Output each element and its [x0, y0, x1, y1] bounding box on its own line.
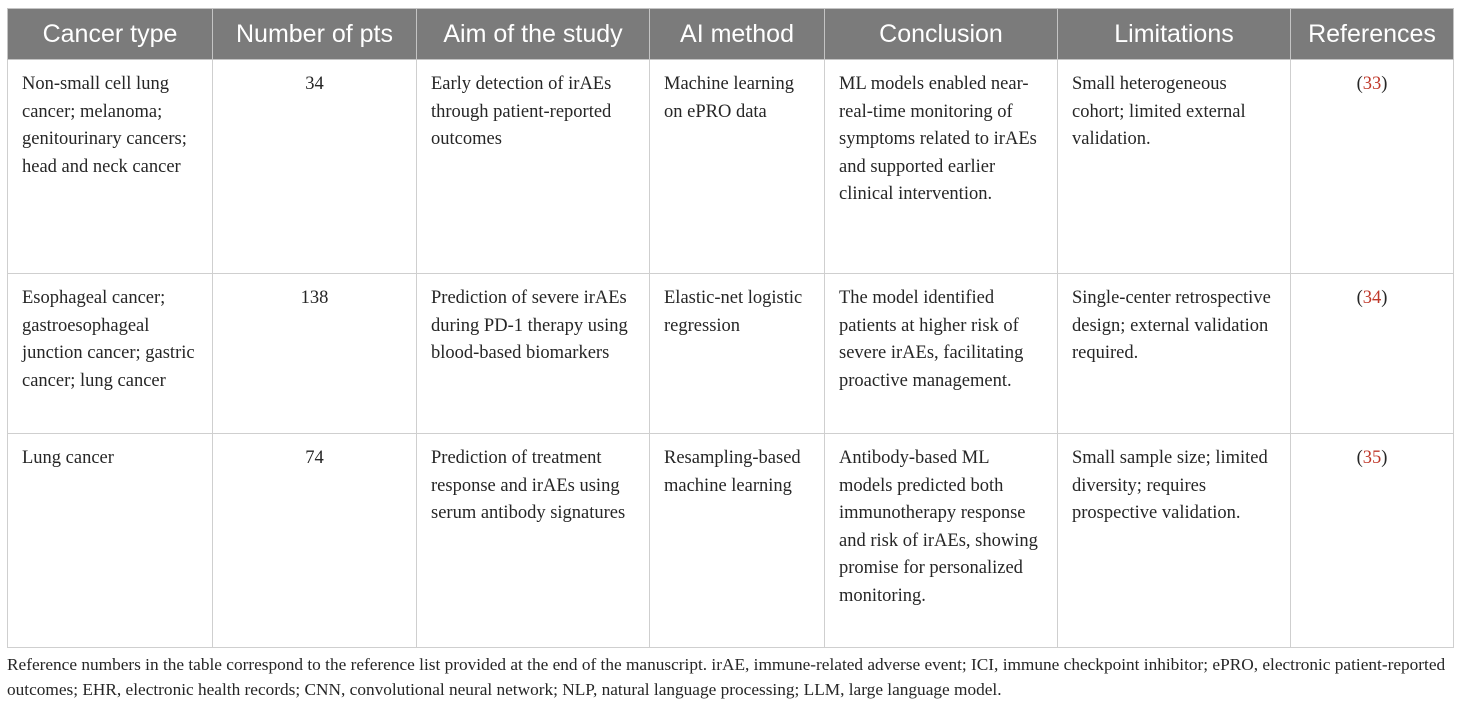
conclusion-cell: Antibody-based ML models predicted both immunotherapy response and risk of irAEs, showing promise for personalized monitoring. — [825, 434, 1058, 648]
aim-cell: Prediction of severe irAEs during PD-1 therapy using blood-based biomarkers — [417, 274, 650, 434]
header-aim: Aim of the study — [417, 9, 650, 60]
limitations-cell: Small heterogeneous cohort; limited external validation. — [1058, 60, 1291, 274]
aim-cell: Early detection of irAEs through patient-reported outcomes — [417, 60, 650, 274]
cancer-type-cell: Lung cancer — [8, 434, 213, 648]
number-of-pts-cell: 74 — [213, 434, 417, 648]
reference-link[interactable]: 34 — [1362, 288, 1382, 308]
table-row — [8, 60, 1454, 274]
ai-method-cell: Machine learning on ePRO data — [650, 60, 825, 274]
conclusion-cell: ML models enabled near-real-time monitoring of symptoms related to irAEs and supported earlier clinical intervention. — [825, 60, 1058, 274]
reference-link[interactable]: 35 — [1362, 448, 1382, 468]
header-number-of-pts: Number of pts — [213, 9, 417, 60]
conclusion-cell: The model identified patients at higher risk of severe irAEs, facilitating proactive management. — [825, 274, 1058, 434]
reference-cell: (33) — [1291, 60, 1454, 274]
aim-cell: Prediction of treatment response and irAEs using serum antibody signatures — [417, 434, 650, 648]
cancer-type-cell: Non-small cell lung cancer; melanoma; genitourinary cancers; head and neck cancer — [8, 60, 213, 274]
reference-cell: (35) — [1291, 434, 1454, 648]
header-conclusion: Conclusion — [825, 9, 1058, 60]
reference-link[interactable]: 33 — [1362, 74, 1382, 94]
ai-method-cell: Elastic-net logistic regression — [650, 274, 825, 434]
studies-table — [7, 8, 1454, 648]
header-row — [8, 9, 1454, 60]
table-row — [8, 274, 1454, 434]
reference-cell: (34) — [1291, 274, 1454, 434]
limitations-cell: Single-center retrospective design; external validation required. — [1058, 274, 1291, 434]
header-limitations: Limitations — [1058, 9, 1291, 60]
number-of-pts-cell: 138 — [213, 274, 417, 434]
header-references: References — [1291, 9, 1454, 60]
cancer-type-cell: Esophageal cancer; gastroesophageal junction cancer; gastric cancer; lung cancer — [8, 274, 213, 434]
header-cancer-type: Cancer type — [8, 9, 213, 60]
header-ai-method: AI method — [650, 9, 825, 60]
limitations-cell: Small sample size; limited diversity; requires prospective validation. — [1058, 434, 1291, 648]
table-footnote: Reference numbers in the table correspond to the reference list provided at the end of the manuscript. irAE, immune-related adverse event; ICI, immune checkpoint inhibitor; ePRO, electronic patient-reported outcomes; EHR, electronic health records; CNN, convolutional neural network; NLP, natural language processing; LLM, large language model. — [7, 655, 1446, 699]
table-row — [8, 434, 1454, 648]
number-of-pts-cell: 34 — [213, 60, 417, 274]
ai-method-cell: Resampling-based machine learning — [650, 434, 825, 648]
